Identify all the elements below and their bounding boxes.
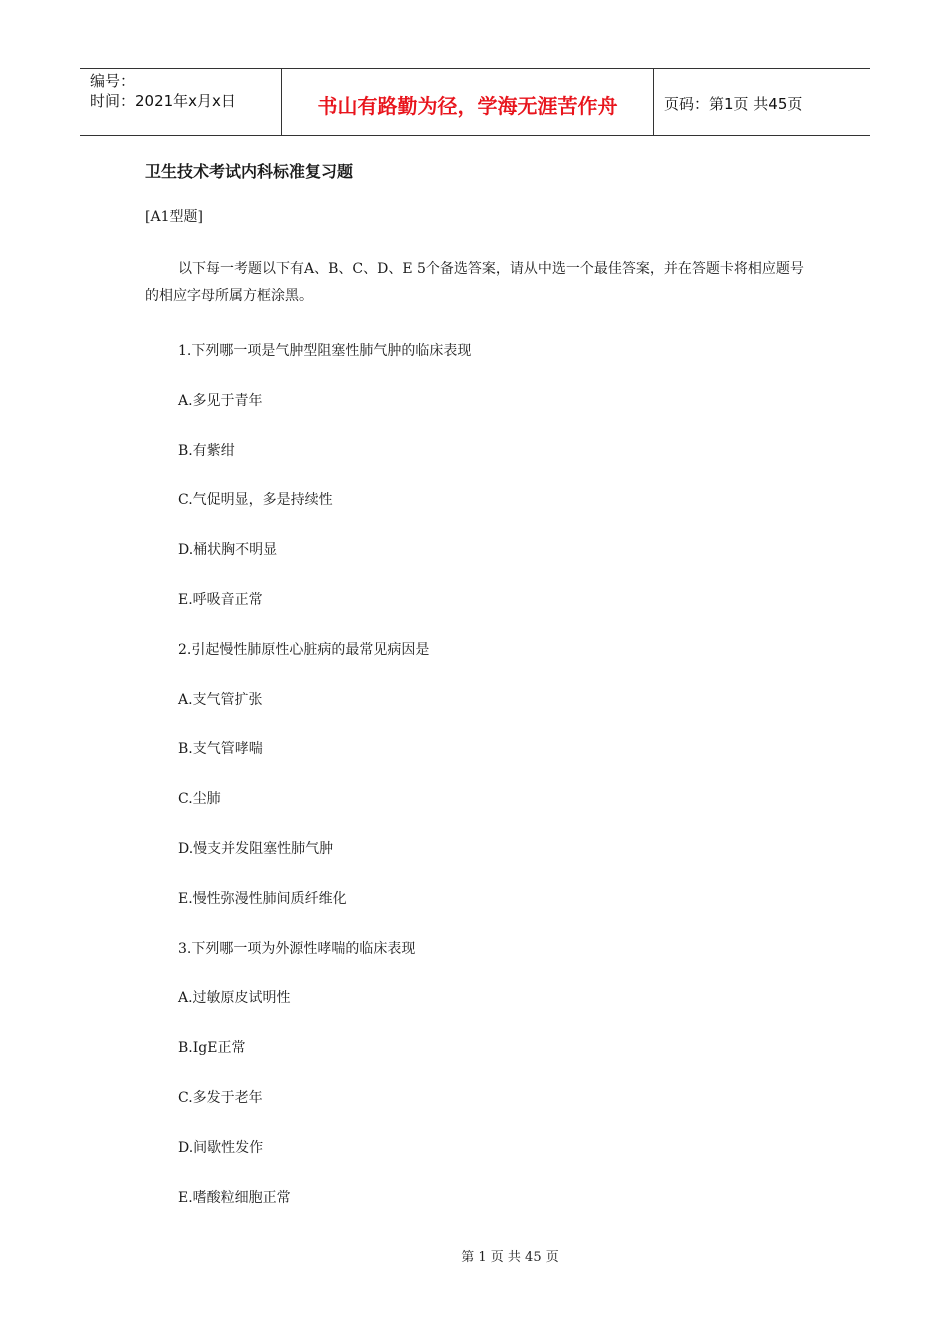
page-footer (0, 1246, 950, 1265)
document-title: 卫生技术考试内科标准复习题 (145, 162, 354, 181)
answer-option: E.呼吸音正常 (178, 591, 263, 608)
question-stem: 1.下列哪一项是气肿型阻塞性肺气肿的临床表现 (178, 343, 472, 359)
answer-option: B.支气管哮喘 (178, 741, 263, 758)
answer-option: E.嗜酸粒细胞正常 (178, 1189, 291, 1206)
document-time-label: 时间：2021年x月x日 (90, 92, 236, 110)
answer-option: B.有紫绀 (178, 442, 235, 459)
question-stem: 3.下列哪一项为外源性哮喘的临床表现 (178, 940, 416, 957)
answer-option: C.气促明显，多是持续性 (178, 492, 333, 509)
header-meta-cell (80, 69, 282, 135)
answer-option: A.过敏原皮试明性 (178, 990, 291, 1007)
answer-option: B.IgE正常 (178, 1040, 246, 1057)
answer-option: A.多见于青年 (178, 392, 263, 409)
answer-option: D.桶状胸不明显 (178, 542, 278, 559)
section-tag: [A1型题] (145, 209, 203, 225)
header-motto: 书山有路勤为径，学海无涯苦作舟 (317, 93, 618, 118)
instructions-paragraph: 以下每一考题以下有A、B、C、D、E 5个备选答案，请从中选一个最佳答案，并在答题卡将相应题号的相应字母所属方框涂黑。 (145, 261, 804, 304)
document-body (145, 158, 815, 1236)
header-page-cell (654, 69, 870, 135)
question-list (178, 340, 815, 1236)
page-header-table (80, 68, 870, 136)
answer-option: C.尘肺 (178, 791, 221, 808)
header-motto-cell (282, 69, 654, 135)
document-number-label: 编号： (90, 72, 136, 90)
answer-option: C.多发于老年 (178, 1089, 263, 1106)
footer-page-number: 第 1 页 共 45 页 (461, 1250, 559, 1265)
answer-option: D.慢支并发阻塞性肺气肿 (178, 840, 334, 857)
answer-option: E.慢性弥漫性肺间质纤维化 (178, 890, 347, 907)
answer-option: A.支气管扩张 (178, 691, 263, 708)
header-page-info: 页码：第1页 共45页 (664, 94, 803, 113)
question-stem: 2.引起慢性肺原性心脏病的最常见病因是 (178, 641, 430, 658)
answer-option: D.间歇性发作 (178, 1139, 264, 1156)
